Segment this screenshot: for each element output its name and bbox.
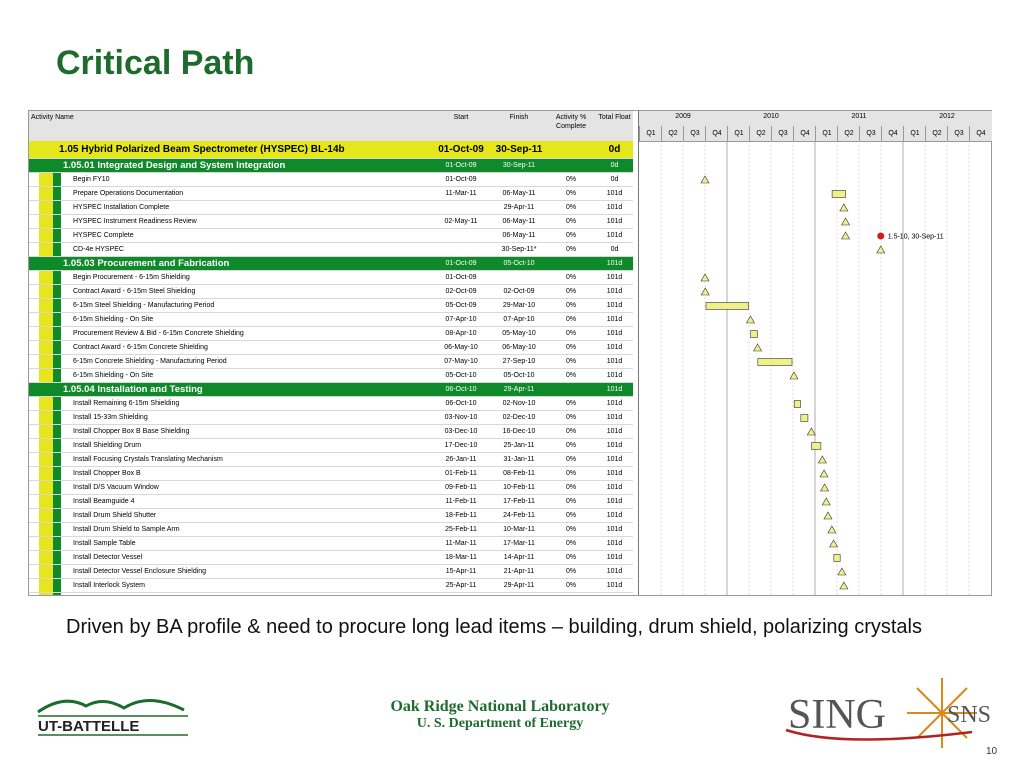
cell-pct: 0% [565,498,577,505]
cell-finish: 06-May-10 [502,344,536,351]
cell-float: 101d [606,568,623,575]
activity-table [29,111,633,595]
cell-float: 101d [606,204,623,211]
quarter-label: Q4 [969,126,992,141]
cell-float: 101d [606,442,623,449]
table-row [29,215,633,229]
cell-pct: 0% [565,232,577,239]
table-row [29,467,633,481]
table-row [29,551,633,565]
cell-start: 06-Oct-10 [445,400,477,407]
cell-start [433,201,489,215]
cell-finish [491,173,547,187]
cell-float: 101d [606,344,623,351]
header-activity-name: Activity Name [31,114,74,121]
milestone-marker [877,246,885,253]
cell-name: Install Drum Shield to Sample Arm [73,526,180,533]
gantt-bars [639,141,992,595]
activity-bar [794,401,800,408]
cell-finish: 06-May-11 [502,218,536,225]
cell-finish: 27-Sep-10 [502,358,536,365]
cell-start: 11-Mar-11 [445,190,477,197]
cell-finish: 29-Mar-10 [502,302,536,309]
cell-start [433,243,489,257]
cell-float: 0d [610,246,619,253]
cell-start: 06-May-10 [444,344,478,351]
cell-finish: 24-Feb-11 [503,512,535,519]
milestone-marker [821,484,829,491]
quarter-label: Q4 [793,126,816,141]
cell-name: Begin FY10 [73,176,110,183]
table-row [29,565,633,579]
cell-finish: 05-Oct-10 [503,372,535,379]
cell-name: Install Interlock System [73,582,145,589]
header-float: Total Float [598,114,631,121]
cell-finish: 29-Apr-11 [503,386,535,393]
cell-float: 101d [606,540,623,547]
cell-finish: 10-Feb-11 [503,484,535,491]
activity-bar [812,443,821,450]
cell-finish: 30-Sep-11 [495,144,543,155]
cell-name: 6-15m Shielding - On Site [73,372,154,379]
quarter-label: Q1 [639,126,662,141]
cell-start: 02-May-11 [444,218,478,225]
activity-bar [706,303,749,310]
milestone-marker [842,218,850,225]
cell-start: 05-Oct-09 [445,302,477,309]
header-finish: Finish [509,114,529,121]
table-row [29,229,633,243]
cell-start: 01-Oct-09 [438,144,484,155]
table-row [29,523,633,537]
milestone-marker [790,372,798,379]
cell-start: 05-Oct-10 [445,372,477,379]
cell-finish: 02-Oct-09 [503,288,535,295]
table-row [29,187,633,201]
cell-float: 101d [606,428,623,435]
cell-name: Install Chopper Box B Base Shielding [73,428,190,435]
cell-float: 0d [610,176,619,183]
cell-name: Install Sample Table [73,540,136,547]
milestone-marker [842,232,850,239]
cell-float: 101d [606,554,623,561]
cell-finish: 16-Dec-10 [502,428,536,435]
cell-pct: 0% [565,554,577,561]
key-milestone-marker [877,233,884,240]
cell-float: 101d [606,302,623,309]
table-row [29,495,633,509]
cell-float: 101d [606,358,623,365]
cell-pct: 0% [565,176,577,183]
table-row [29,481,633,495]
quarter-label: Q2 [661,126,684,141]
cell-start: 01-Feb-11 [445,470,477,477]
cell-float: 101d [606,330,623,337]
cell-start: 15-Apr-11 [445,568,477,575]
milestone-marker [840,582,848,589]
cell-pct: 0% [565,540,577,547]
cell-float: 101d [606,274,623,281]
cell-name: Install Shielding Drum [73,442,142,449]
cell-pct: 0% [565,218,577,225]
ut-battelle-logo [34,690,194,740]
cell-start: 17-Dec-10 [444,442,478,449]
milestone-marker [701,176,709,183]
cell-finish: 02-Nov-10 [502,400,536,407]
table-row [29,439,633,453]
cell-name: 1.05.01 Integrated Design and System Integration [63,160,286,171]
cell-name: Install Remaining 6-15m Shielding [73,400,180,407]
year-label: 2011 [851,113,867,120]
cell-name: Install Chopper Box B [73,470,141,477]
cell-pct [548,141,594,159]
cell-float: 101d [606,526,623,533]
year-label: 2010 [763,113,779,120]
cell-float: 101d [606,372,623,379]
quarter-label: Q2 [837,126,860,141]
cell-start: 18-Feb-11 [445,512,477,519]
cell-pct: 0% [565,512,577,519]
table-row [29,271,633,285]
milestone-marker [807,428,815,435]
cell-start: 06-Oct-10 [445,386,477,393]
quarter-label: Q3 [947,126,970,141]
cell-float: 101d [606,232,623,239]
sing-sns-logo [782,668,992,758]
cell-finish: 29-Apr-11 [503,582,535,589]
cell-finish: 30-Sep-11* [501,246,537,253]
milestone-marker [838,568,846,575]
cell-name: Install Detector Vessel [73,554,143,561]
milestone-marker [701,274,709,281]
cell-name: Install Detector Vessel Enclosure Shielding [73,568,207,575]
cell-float: 101d [606,386,623,393]
activity-bar [834,555,840,562]
table-row [29,257,633,271]
cell-finish: 25-Jan-11 [503,442,535,449]
cell-start: 01-Oct-09 [445,176,477,183]
cell-name: 1.05.03 Procurement and Fabrication [63,258,230,269]
table-row [29,243,633,257]
table-row [29,425,633,439]
quarter-label: Q1 [815,126,838,141]
table-row [29,579,633,593]
cell-pct: 0% [565,372,577,379]
milestone-marker [818,456,826,463]
year-label: 2009 [675,113,691,120]
milestone-marker [754,344,762,351]
cell-start: 03-Dec-10 [444,428,478,435]
cell-pct: 0% [565,316,577,323]
cell-finish: 30-Sep-11 [502,162,536,169]
activity-bar [801,415,808,422]
table-row [29,397,633,411]
cell-start: 11-Mar-11 [445,540,477,547]
cell-finish: 08-Feb-11 [503,470,535,477]
cell-float: 101d [606,582,623,589]
page-number: 10 [986,746,998,757]
milestone-marker [746,316,754,323]
table-row [29,313,633,327]
cell-finish: 17-Mar-11 [503,540,535,547]
header-pct: Activity % Complete [555,114,587,130]
cell-pct: 0% [565,344,577,351]
cell-start: 07-Apr-10 [445,316,477,323]
milestone-marker [824,512,832,519]
cell-name: 6-15m Concrete Shielding - Manufacturing Period [73,358,227,365]
year-label: 2012 [939,113,955,120]
milestone-marker [828,526,836,533]
cell-name: HYSPEC Instrument Readiness Review [73,218,197,225]
cell-name: 6-15m Shielding - On Site [73,316,154,323]
cell-float: 101d [606,316,623,323]
cell-start: 18-Mar-11 [445,554,477,561]
cell-finish: 05-Oct-10 [503,260,535,267]
cell-finish: 05-May-10 [502,330,536,337]
cell-finish: 29-Apr-11 [503,204,535,211]
table-row [29,341,633,355]
table-row [29,285,633,299]
activity-bar [832,191,845,198]
quarter-label: Q1 [903,126,926,141]
table-row [29,411,633,425]
cell-start: 07-May-10 [444,358,478,365]
cell-name: HYSPEC Installation Complete [73,204,170,211]
cell-start: 02-Oct-09 [445,288,477,295]
cell-start: 09-Feb-11 [445,484,477,491]
cell-pct [548,383,594,397]
cell-pct: 0% [565,204,577,211]
footer-department: U. S. Department of Energy [416,716,584,731]
table-row [29,159,633,173]
cell-start: 08-Apr-10 [445,330,477,337]
cell-name: Install Beamguide 4 [73,498,135,505]
cell-pct: 0% [565,400,577,407]
activity-bar [758,359,792,366]
cell-float: 101d [606,400,623,407]
table-row [29,141,633,159]
slide-title: Critical Path [56,44,255,82]
cell-pct: 0% [565,246,577,253]
milestone-label: 1.5-10, 30-Sep-11 [887,233,944,241]
quarter-label: Q3 [859,126,882,141]
cell-name: Install Drum Shield Shutter [73,512,157,519]
table-row [29,201,633,215]
header-start: Start [453,114,469,121]
cell-pct [548,257,594,271]
table-row [29,355,633,369]
activity-bar [751,331,758,338]
cell-pct: 0% [565,484,577,491]
milestone-marker [830,540,838,547]
cell-pct: 0% [565,288,577,295]
cell-float: 101d [606,498,623,505]
gantt-header [639,111,992,142]
cell-float: 101d [606,414,623,421]
cell-pct: 0% [565,428,577,435]
milestone-marker [840,204,848,211]
schedule-panel [28,110,992,596]
mountain-icon [38,700,184,712]
cell-name: 1.05 Hybrid Polarized Beam Spectrometer (HYSPEC) BL-14b [59,144,345,155]
cell-pct: 0% [565,414,577,421]
cell-pct: 0% [565,330,577,337]
cell-name: Procurement Review & Bid - 6-15m Concrete Shielding [73,330,244,337]
cell-pct: 0% [565,526,577,533]
cell-pct: 0% [565,274,577,281]
cell-float: 101d [606,456,623,463]
cell-name: Contract Award - 6-15m Concrete Shielding [73,344,208,351]
cell-pct: 0% [565,358,577,365]
cell-start: 01-Oct-09 [445,162,477,169]
cell-float: 101d [606,260,623,267]
table-row [29,537,633,551]
slide-body-text: Driven by BA profile & need to procure long lead items – building, drum shield, polarizing crystals [66,616,922,638]
cell-pct [548,159,594,173]
cell-finish: 07-Apr-10 [503,316,535,323]
table-row [29,173,633,187]
cell-name: Contract Award - 6-15m Steel Shielding [73,288,196,295]
milestone-marker [701,288,709,295]
cell-name: 1.05.04 Installation and Testing [63,384,203,395]
table-row [29,453,633,467]
cell-finish: 14-Apr-11 [503,554,535,561]
footer-lab-name: Oak Ridge National Laboratory [390,698,610,715]
cell-float: 101d [606,512,623,519]
cell-name: Prepare Operations Documentation [73,190,184,197]
cell-pct: 0% [565,302,577,309]
cell-start: 26-Jan-11 [445,456,477,463]
cell-name: 6-15m Steel Shielding - Manufacturing Period [73,302,215,309]
ornl-footer [260,698,740,732]
cell-name: HYSPEC Complete [73,232,134,239]
cell-start: 25-Feb-11 [445,526,477,533]
ut-battelle-wordmark: UT-BATTELLE [38,718,140,735]
cell-float: 101d [606,190,623,197]
quarter-label: Q1 [727,126,750,141]
table-row [29,369,633,383]
cell-start: 03-Nov-10 [444,414,478,421]
table-row [29,299,633,313]
cell-finish: 06-May-11 [502,232,536,239]
quarter-label: Q2 [925,126,948,141]
cell-finish: 17-Feb-11 [503,498,535,505]
cell-start: 11-Feb-11 [445,498,477,505]
cell-float: 101d [606,484,623,491]
cell-name: Install D/S Vacuum Window [73,484,159,491]
quarter-label: Q4 [881,126,904,141]
cell-float: 101d [606,470,623,477]
cell-float: 0d [610,162,619,169]
milestone-marker [820,470,828,477]
cell-finish: 02-Dec-10 [502,414,536,421]
cell-name: Install Focusing Crystals Translating Mechanism [73,456,223,463]
cell-name: CD-4e HYSPEC [73,246,124,253]
cell-finish [491,271,547,285]
quarter-label: Q3 [771,126,794,141]
cell-finish: 21-Apr-11 [503,568,535,575]
cell-pct: 0% [565,190,577,197]
cell-name: Begin Procurement - 6-15m Shielding [73,274,190,281]
sing-wordmark: SING [788,692,887,738]
cell-finish: 10-Mar-11 [503,526,535,533]
quarter-label: Q2 [749,126,772,141]
cell-finish: 31-Jan-11 [503,456,535,463]
milestone-marker [822,498,830,505]
cell-start: 01-Oct-09 [445,260,477,267]
quarter-label: Q3 [683,126,706,141]
cell-pct: 0% [565,456,577,463]
table-row [29,509,633,523]
table-header [29,111,633,142]
table-row [29,327,633,341]
cell-finish: 06-May-11 [502,190,536,197]
sns-wordmark: SNS [947,702,992,728]
table-row [29,383,633,397]
gantt-chart [638,111,992,595]
cell-float: 0d [608,144,621,155]
cell-name: Install 15-33m Shielding [73,414,148,421]
quarter-label: Q4 [705,126,728,141]
cell-start: 25-Apr-11 [445,582,477,589]
cell-pct: 0% [565,470,577,477]
cell-pct: 0% [565,442,577,449]
cell-start: 01-Oct-09 [445,274,477,281]
cell-float: 101d [606,288,623,295]
cell-pct: 0% [565,582,577,589]
cell-float: 101d [606,218,623,225]
cell-pct: 0% [565,568,577,575]
cell-start [433,229,489,243]
